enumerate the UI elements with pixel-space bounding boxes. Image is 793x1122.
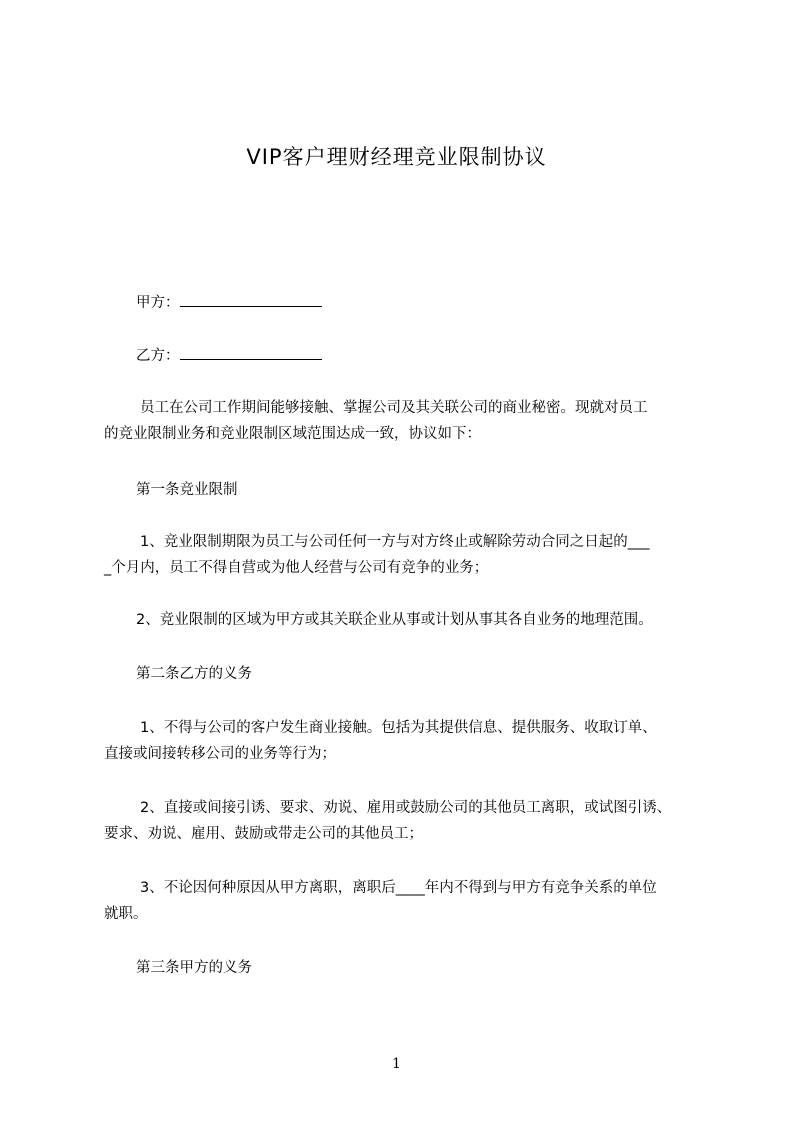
article-2-item-1-line-1: 1、不得与公司的客户发生商业接触。包括为其提供信息、提供服务、收取订单、 bbox=[140, 720, 657, 736]
article-2-item-1-line-2: 直接或间接转移公司的业务等行为； bbox=[104, 746, 336, 762]
party-b-blank bbox=[180, 345, 322, 360]
article-2-item-2-line-2: 要求、劝说、雇用、鼓励或带走公司的其他员工； bbox=[104, 826, 423, 842]
page-number: 1 bbox=[392, 1056, 401, 1072]
party-b-label: 乙方： bbox=[136, 348, 180, 364]
article-1-heading: 第一条竞业限制 bbox=[136, 482, 238, 498]
article-1-item-1-line-1: 1、竞业限制期限为员工与公司任何一方与对方终止或解除劳动合同之日起的___ bbox=[140, 534, 650, 550]
party-a-blank bbox=[180, 292, 322, 307]
article-2-item-3-line-1: 3、不论因何种原因从甲方离职，离职后____年内不得到与甲方有竞争关系的单位 bbox=[140, 880, 657, 896]
article-1-item-1-line-2: _个月内，员工不得自营或为他人经营与公司有竞争的业务； bbox=[104, 560, 489, 576]
intro-line-2: 的竞业限制业务和竞业限制区域范围达成一致，协议如下： bbox=[104, 426, 481, 442]
party-a-line bbox=[136, 292, 322, 313]
party-a-label: 甲方： bbox=[136, 295, 180, 311]
document-title: VIP客户理财经理竞业限制协议 bbox=[246, 145, 547, 169]
article-2-heading: 第二条乙方的义务 bbox=[136, 666, 252, 682]
intro-line-1: 员工在公司工作期间能够接触、掌握公司及其关联公司的商业秘密。现就对员工 bbox=[140, 400, 648, 416]
article-2-item-2-line-1: 2、直接或间接引诱、要求、劝说、雇用或鼓励公司的其他员工离职，或试图引诱、 bbox=[140, 800, 672, 816]
party-b-line bbox=[136, 345, 322, 366]
article-2-item-3-line-2: 就职。 bbox=[104, 906, 148, 922]
article-3-heading: 第三条甲方的义务 bbox=[136, 960, 252, 976]
article-1-item-2: 2、竞业限制的区域为甲方或其关联企业从事或计划从事其各自业务的地理范围。 bbox=[136, 612, 653, 628]
